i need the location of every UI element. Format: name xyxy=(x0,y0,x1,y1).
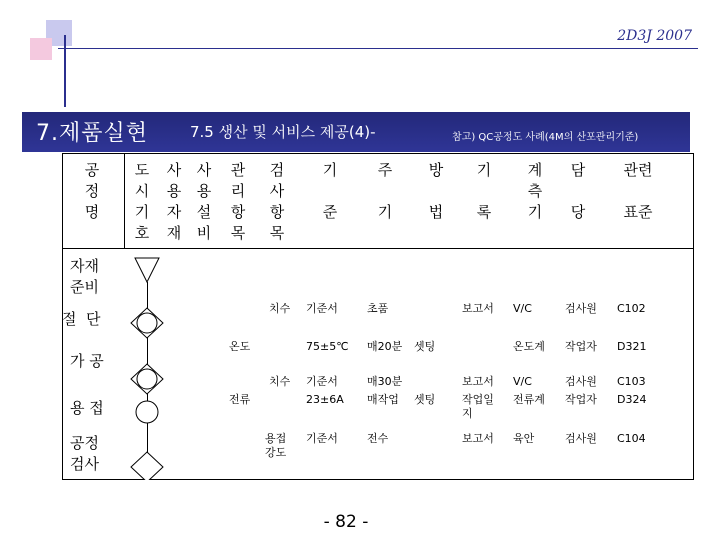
col-header-equipment: 사 용 설 비 xyxy=(196,161,212,242)
col-header-process-name: 공 정 명 xyxy=(84,161,100,221)
col-header-owner: 담 당 xyxy=(570,161,586,221)
page-subtitle: 7.5 생산 및 서비스 제공(4)- xyxy=(190,123,376,141)
row3-standard: 23±6A xyxy=(306,393,344,406)
row0-owner: 검사원 xyxy=(565,302,597,315)
row3-meter: 전류계 xyxy=(513,393,545,406)
row4-meter: 육안 xyxy=(513,432,535,445)
row1-cycle: 매20분 xyxy=(367,340,403,353)
process-name-machining: 가 공 xyxy=(70,352,104,370)
row2-ref: C103 xyxy=(617,375,646,388)
row4-owner: 검사원 xyxy=(565,432,597,445)
row2-cycle: 매30분 xyxy=(367,375,403,388)
col-header-meter: 계 측 기 xyxy=(527,161,543,221)
page-title: 7.제품실현 xyxy=(36,121,148,146)
col-header-method: 방 법 xyxy=(428,161,444,221)
triangle-storage-icon xyxy=(135,258,159,282)
row0-cycle: 초품 xyxy=(367,302,389,315)
row2-record: 보고서 xyxy=(462,375,494,388)
flow-symbols xyxy=(124,250,172,480)
row0-record: 보고서 xyxy=(462,302,494,315)
operation-inspection-icon-2 xyxy=(131,364,163,394)
page-note: 참고) QC공정도 사례(4M의 산포관리기준) xyxy=(452,132,639,143)
row3-mgmt-item: 전류 xyxy=(229,393,251,406)
col-header-material: 사 용 자 재 xyxy=(166,161,182,242)
row0-meter: V/C xyxy=(513,302,532,315)
row1-standard: 75±5℃ xyxy=(306,340,349,353)
row0-ref: C102 xyxy=(617,302,646,315)
col-header-cycle: 주 기 xyxy=(377,161,393,221)
row4-ref: C104 xyxy=(617,432,646,445)
decorative-vertical-line xyxy=(64,35,66,107)
col-header-record: 기 록 xyxy=(476,161,492,221)
row2-meter: V/C xyxy=(513,375,532,388)
process-name-inspection: 공정 검사 xyxy=(70,434,99,473)
row4-standard: 기준서 xyxy=(306,432,338,445)
header-row-divider xyxy=(62,248,694,249)
row1-ref: D321 xyxy=(617,340,647,353)
row1-owner: 작업자 xyxy=(565,340,597,353)
row3-ref: D324 xyxy=(617,393,647,406)
row3-owner: 작업자 xyxy=(565,393,597,406)
row1-mgmt-item: 온도 xyxy=(229,340,251,353)
row2-insp-item: 치수 xyxy=(269,375,291,388)
page-number: - 82 - xyxy=(323,512,369,532)
col-header-related-standard: 관련 표준 xyxy=(623,161,653,221)
operation-circle-icon xyxy=(136,401,158,423)
row1-method: 셋팅 xyxy=(414,340,436,353)
row0-insp-item: 치수 xyxy=(269,302,291,315)
decorative-square-pink xyxy=(30,38,52,60)
row2-owner: 검사원 xyxy=(565,375,597,388)
row4-cycle: 전수 xyxy=(367,432,389,445)
row4-record: 보고서 xyxy=(462,432,494,445)
col-header-insp-item: 검 사 항 목 xyxy=(269,161,285,242)
row2-standard: 기준서 xyxy=(306,375,338,388)
inspection-diamond-icon xyxy=(131,452,163,480)
process-name-material-prep: 자재 준비 xyxy=(70,257,99,296)
row1-meter: 온도계 xyxy=(513,340,545,353)
row0-standard: 기준서 xyxy=(306,302,338,315)
process-name-welding: 용 접 xyxy=(70,399,104,417)
process-name-cutting: 절 단 xyxy=(62,310,101,328)
col-header-symbol: 도 시 기 호 xyxy=(134,161,150,242)
row3-cycle: 매작업 xyxy=(367,393,399,406)
col-header-mgmt-item: 관 리 항 목 xyxy=(230,161,246,242)
row3-record: 작업일 지 xyxy=(462,393,494,420)
row4-insp-item: 용접 강도 xyxy=(265,432,287,459)
operation-inspection-icon-1 xyxy=(131,308,163,338)
document-id: 2D3J 2007 xyxy=(617,28,692,44)
process-column-divider xyxy=(124,153,125,249)
row3-method: 셋팅 xyxy=(414,393,436,406)
col-header-standard: 기 준 xyxy=(322,161,338,221)
decorative-horizontal-line xyxy=(58,48,698,49)
